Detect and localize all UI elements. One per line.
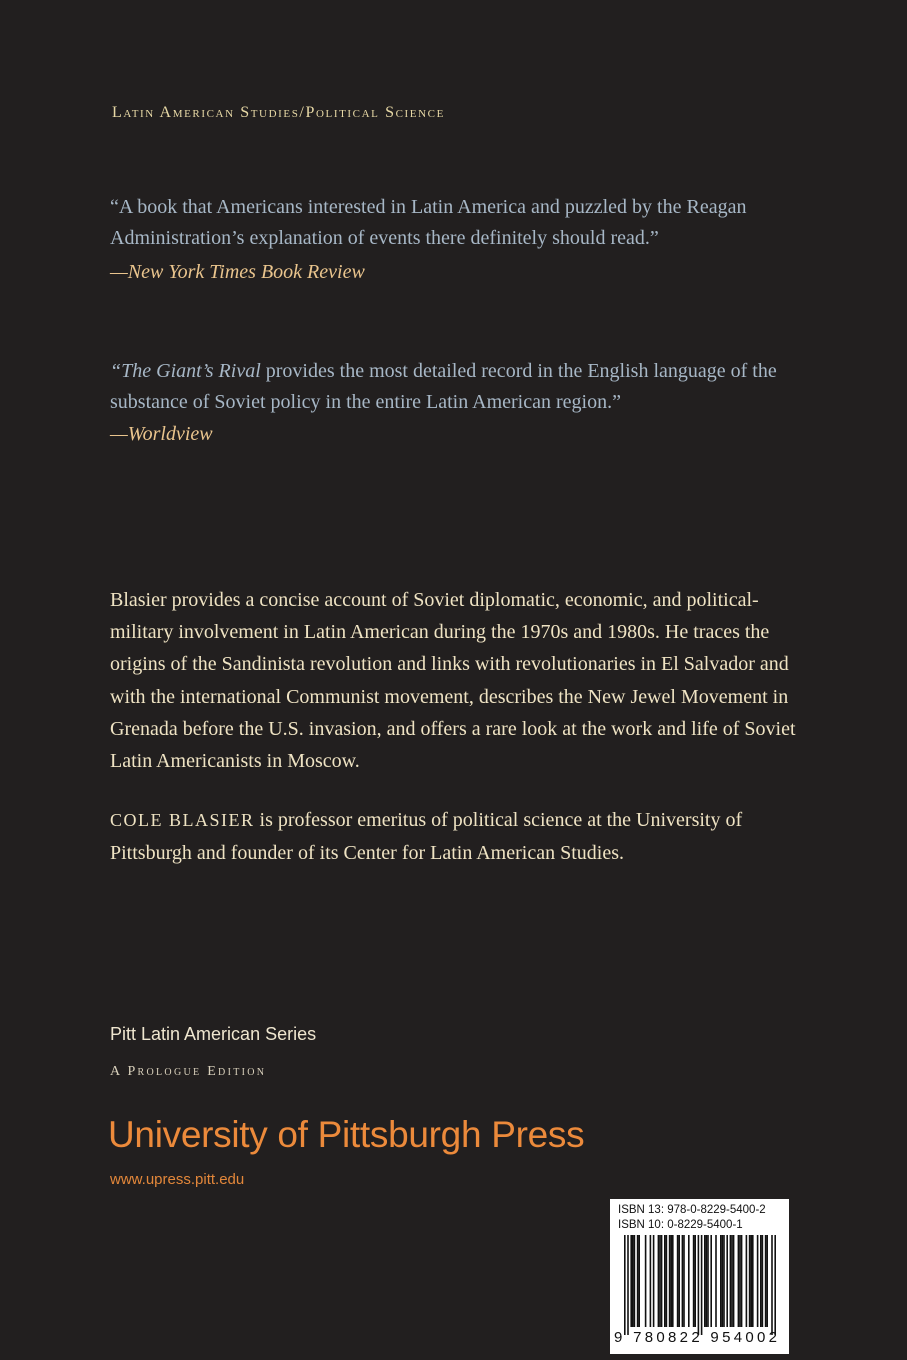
barcode-bar [726, 1235, 728, 1327]
barcode-bar [634, 1235, 636, 1327]
barcode-bar [669, 1235, 671, 1327]
author-name: COLE BLASIER [110, 810, 255, 830]
review-2-book-title: “The Giant’s Rival [110, 360, 261, 382]
review-1-source: —New York Times Book Review [110, 261, 365, 283]
review-quote-1 [110, 192, 810, 288]
barcode-bar [739, 1235, 741, 1327]
barcode-bar [694, 1235, 696, 1327]
barcode-bar [658, 1235, 660, 1327]
review-2-source: —Worldview [110, 423, 213, 445]
barcode-bar [762, 1235, 764, 1327]
barcode-guard-bar [701, 1235, 703, 1335]
barcode-bar [722, 1235, 724, 1327]
barcode-bar [752, 1235, 754, 1327]
barcode-bar [683, 1235, 685, 1327]
barcode-bar [630, 1235, 632, 1327]
barcode-guard-bar [624, 1235, 626, 1335]
barcode-bar [723, 1235, 725, 1327]
barcode-guard-bar [698, 1235, 700, 1335]
barcode-bar [677, 1235, 679, 1327]
barcode-digits: 9 780822 954002 [614, 1329, 781, 1346]
barcode-bar [688, 1235, 690, 1327]
series-name: Pitt Latin American Series [110, 1024, 317, 1044]
category-label: Latin American Studies/Political Science [112, 104, 445, 121]
barcode-bar [710, 1235, 712, 1327]
barcode-bar [637, 1235, 639, 1327]
review-quote-2 [110, 356, 810, 450]
barcode-bar [653, 1235, 655, 1327]
barcode-bar [741, 1235, 743, 1327]
barcode-guard-bar [774, 1235, 776, 1335]
barcode-bar [765, 1235, 767, 1327]
barcode-bar [760, 1235, 762, 1327]
publisher-name: University of Pittsburgh Press [108, 1114, 585, 1155]
barcode-bar [661, 1235, 663, 1327]
review-2-text: provides the most detailed record in the English language of the substance of Soviet policy in the entire Latin American region.” [110, 360, 777, 413]
barcode-guard-bar [627, 1235, 629, 1335]
barcode-bar [707, 1235, 709, 1327]
barcode-bar [678, 1235, 680, 1327]
barcode-bar [757, 1235, 759, 1327]
barcode-guard-bar [771, 1235, 773, 1335]
publisher-website: www.upress.pitt.edu [110, 1171, 245, 1188]
barcode-bar [738, 1235, 740, 1327]
barcode-bar [693, 1235, 695, 1327]
book-summary: Blasier provides a concise account of Soviet diplomatic, economic, and political-military involvement in Latin American during the 1970s and 1980s. He traces the origins of the Sandinista revolution and links with revolutionaries in El Salvador and with the international Communist movement, describes the New Jewel Movement in Grenada before the U.S. invasion, and offers a rare look at the work and life of Soviet Latin Americanists in Moscow. [110, 589, 796, 773]
barcode-bar [733, 1235, 735, 1327]
barcode-bar [670, 1235, 672, 1327]
barcode-bar [730, 1235, 732, 1327]
barcode-bar [706, 1235, 708, 1327]
barcode-bar [672, 1235, 674, 1327]
barcode-bar [638, 1235, 640, 1327]
barcode-bar [750, 1235, 752, 1327]
author-bio [110, 804, 810, 870]
barcode-label [610, 1199, 789, 1354]
barcode-bar [720, 1235, 722, 1327]
barcode-bar [659, 1235, 661, 1327]
review-1-text: “A book that Americans interested in Latin America and puzzled by the Reagan Administration’s explanation of events there definitely should read.” [110, 196, 747, 249]
barcode-bar [704, 1235, 706, 1327]
barcode-bar [632, 1235, 634, 1327]
barcode-bar [766, 1235, 768, 1327]
isbn-10: ISBN 10: 0-8229-5400-1 [618, 1219, 743, 1231]
barcode-bar [650, 1235, 652, 1327]
edition-label: A Prologue Edition [110, 1064, 267, 1079]
barcode-bar [715, 1235, 717, 1327]
barcode-bar [682, 1235, 684, 1327]
barcode-bar [746, 1235, 748, 1327]
barcode-bar [749, 1235, 751, 1327]
isbn-13: ISBN 13: 978-0-8229-5400-2 [618, 1204, 766, 1216]
barcode-bar [664, 1235, 666, 1327]
barcode-bar [666, 1235, 668, 1327]
barcode-bar [731, 1235, 733, 1327]
barcode-bar [645, 1235, 647, 1327]
author-bio-text: is professor emeritus of political science at the University of Pittsburgh and founder of its Center for Latin American Studies. [110, 809, 743, 864]
